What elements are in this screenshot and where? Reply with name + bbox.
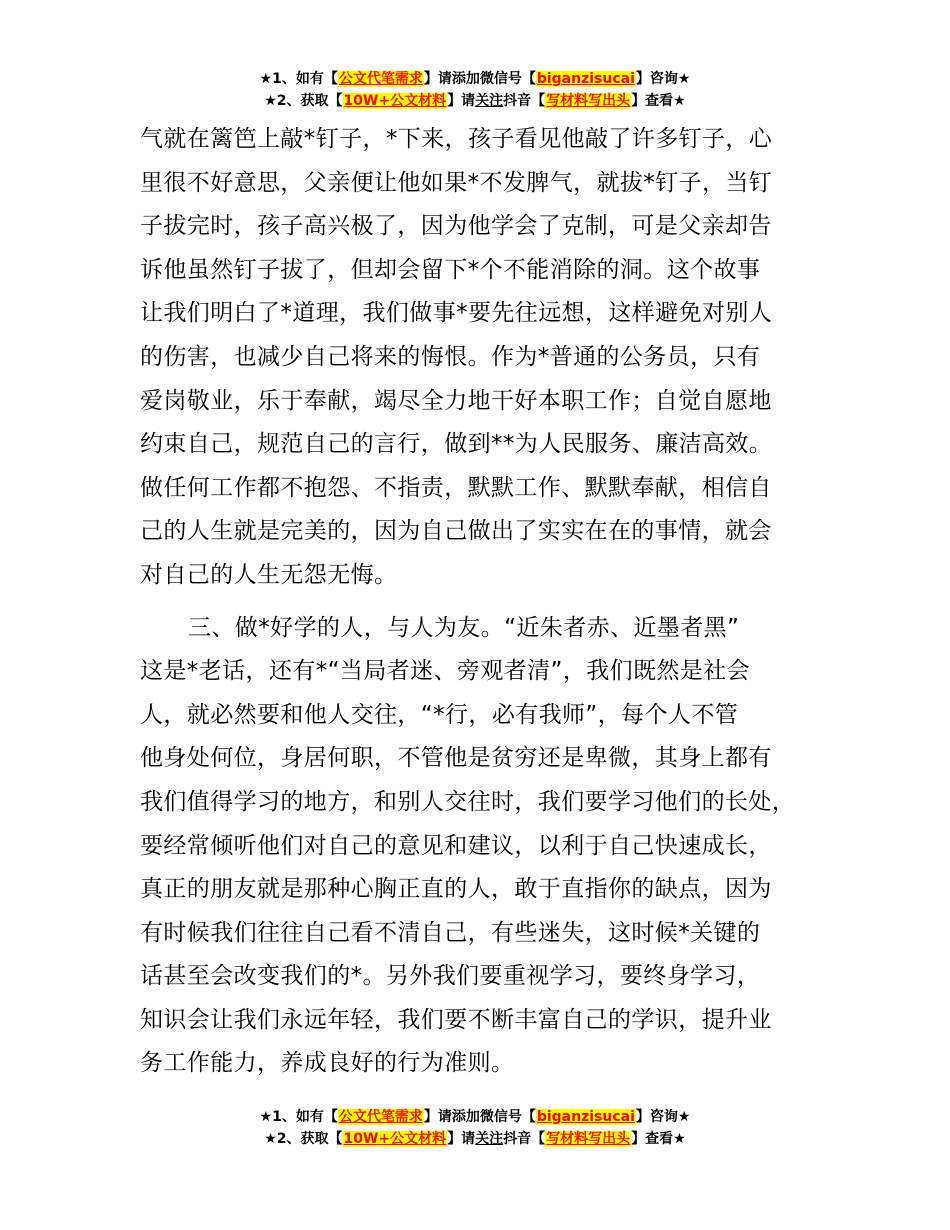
banner-text: 】请添加微信号【 [423, 71, 536, 87]
banner-text: ★1、如有【 [259, 71, 338, 87]
banner-text: ★1、如有【 [259, 1109, 338, 1125]
highlight-materials: 10W+公文材料 [343, 93, 447, 109]
text-line: 对自己的人生无怨无悔。 [140, 561, 398, 588]
banner-text: 】咨询★ [635, 71, 691, 87]
highlight-douyin-account: 写材料写出头 [546, 93, 631, 109]
banner-text: 】咨询★ [635, 1109, 691, 1125]
text-line: 有时候我们往往自己看不清自己，有些迷失，这时候*关键的 [140, 919, 761, 946]
text-line: 己的人生就是完美的，因为自己做出了实实在在的事情，就会 [140, 518, 772, 545]
banner-line-2 [0, 1128, 950, 1150]
paragraph-spacer [140, 598, 840, 607]
text-line: 子拔完时，孩子高兴极了，因为他学会了克制，可是父亲却告 [140, 213, 772, 240]
banner-text: 】查看★ [631, 93, 686, 109]
text-line: 气就在篱笆上敲*钉子，*下来，孩子看见他敲了许多钉子，心 [140, 126, 773, 152]
document-body [140, 118, 840, 1086]
text-line: 的伤害，也减少自己将来的悔恨。作为*普通的公务员，只有 [140, 343, 761, 370]
text-line: 我们值得学习的地方，和别人交往时，我们要学习他们的长处， [140, 788, 796, 815]
text-line: 要经常倾听他们对自己的意见和建议，以利于自己快速成长， [140, 832, 772, 859]
paragraph-2 [140, 607, 840, 1087]
paragraph-1 [140, 118, 840, 598]
banner-line-2 [0, 90, 950, 112]
text-line: 诉他虽然钉子拔了，但却会留下*个不能消除的洞。这个故事 [140, 256, 761, 283]
banner-line-1 [0, 1106, 950, 1128]
text-line: 做任何工作都不抱怨、不指责，默默工作、默默奉献，相信自 [140, 474, 772, 501]
text-line: 务工作能力，养成良好的行为准则。 [140, 1050, 515, 1077]
text-line: 约束自己，规范自己的言行，做到**为人民服务、廉洁高效。 [140, 431, 773, 458]
highlight-ghostwriting: 公文代笔需求 [338, 71, 423, 87]
highlight-ghostwriting: 公文代笔需求 [338, 1109, 423, 1125]
banner-line-1 [0, 68, 950, 90]
highlight-materials: 10W+公文材料 [343, 1131, 447, 1147]
header-banner [0, 68, 950, 112]
banner-text: 抖音【 [503, 93, 546, 109]
banner-underlined-text: 关注 [475, 93, 504, 109]
banner-text: 】查看★ [631, 1131, 686, 1147]
text-line: 里很不好意思，父亲便让他如果*不发脾气，就拔*钉子，当钉 [140, 169, 773, 196]
text-line: 知识会让我们永远年轻，我们要不断丰富自己的学识，提升业 [140, 1006, 772, 1033]
banner-text: 】请 [447, 1131, 476, 1147]
text-line: 让我们明白了*道理，我们做事*要先往远想，这样避免对别人 [140, 300, 773, 327]
banner-text: ★2、获取【 [264, 93, 343, 109]
text-line: 这是*老话，还有*“当局者迷、旁观者清”，我们既然是社会 [140, 658, 751, 685]
text-line: 话甚至会改变我们的*。另外我们要重视学习，要终身学习， [140, 963, 761, 990]
text-line: 他身处何位，身居何职，不管他是贫穷还是卑微，其身上都有 [140, 745, 772, 772]
banner-text: 】请 [447, 93, 476, 109]
highlight-wechat-id: biganzisucai [536, 1109, 635, 1125]
highlight-douyin-account: 写材料写出头 [546, 1131, 631, 1147]
text-line: 爱岗敬业，乐于奉献，竭尽全力地干好本职工作；自觉自愿地 [140, 387, 772, 414]
banner-text: 抖音【 [503, 1131, 546, 1147]
text-line: 人，就必然要和他人交往，“*行，必有我师”，每个人不管 [140, 701, 739, 728]
highlight-wechat-id: biganzisucai [536, 71, 635, 87]
banner-underlined-text: 关注 [475, 1131, 504, 1147]
banner-text: ★2、获取【 [264, 1131, 343, 1147]
text-line: 真正的朋友就是那种心胸正直的人，敢于直指你的缺点，因为 [140, 876, 772, 903]
banner-text: 】请添加微信号【 [423, 1109, 536, 1125]
text-line: 三、做*好学的人，与人为友。“近朱者赤、近墨者黑” [188, 614, 740, 641]
footer-banner [0, 1106, 950, 1150]
